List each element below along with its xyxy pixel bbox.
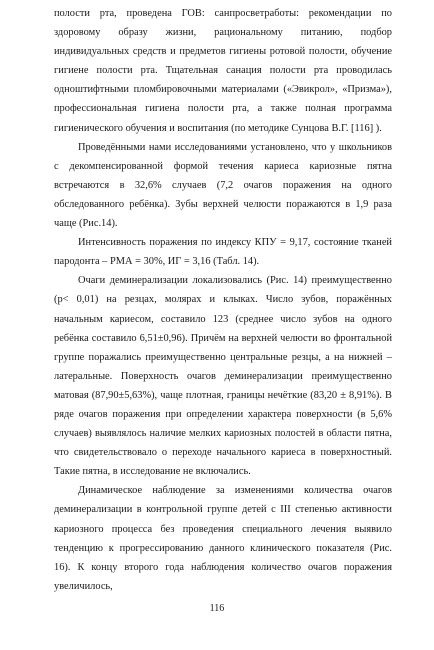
paragraph-hygiene-measures: полости рта, проведена ГОВ: санпросветработы: рекомендации по здоровому образу жизни, рациональному питанию, подбор индивидуальных средств и предметов гигиены ротовой полости, обучение гигиене полости рта. Тщательная санация полости рта проводилась одноштифтными пломбировочными материалами («Эвикрол», «Призма»), профессиональная гигиена полости рта, а также полная программа гигиенического обучения и воспитания (по методике Сунцова В.Г. [116] ). bbox=[54, 8, 392, 134]
body-text bbox=[54, 4, 392, 596]
page-number: 116 bbox=[209, 603, 225, 614]
paragraph-kpu-index: Интенсивность поражения по индексу КПУ = 9,17, состояние тканей пародонта – РМА = 30%, ИГ = 3,16 (Табл. 14). bbox=[54, 237, 392, 268]
paragraph-demineralization-sites: Очаги деминерализации локализовались (Рис. 14) преимущественно (р< 0,01) на резцах, молярах и клыках. Число зубов, поражённых начальным кариесом, составило 123 (среднее число зубов на одного ребёнка составило 6,51±0,96). Причём на верхней челюсти во фронтальной группе поражались преимущественно центральные резцы, а на нижней – латеральные. Поверхность очагов деминерализации преимущественно матовая (87,90±5,63%), чаще плотная, границы нечёткие (83,20 ± 8,91%). В ряде очагов поражения при определении характера поверхности (в 5,6% случаев) выявлялось наличие мелких кариозных полостей в области пятна, что свидетельствовало о переходе начального кариеса в поверхностный. Такие пятна, в исследование не включались. bbox=[54, 275, 392, 478]
paragraph-dynamic-observation: Динамическое наблюдение за изменениями количества очагов деминерализации в контрольной группе детей с III степенью активности кариозного процесса без проведения специального лечения выявило тенденцию к прогрессированию данного клинического показателя (Рис. 16). К концу второго года наблюдения количество очагов поражения увеличилось, bbox=[54, 485, 392, 592]
paragraph-research-findings: Проведёнными нами исследованиями установлено, что у школьников с декомпенсированной формой течения кариеса кариозные пятна встречаются в 32,6% случаев (7,2 очагов поражения на одного обследованного ребёнка). Зубы верхней челюсти поражаются в 1,9 раза чаще (Рис.14). bbox=[54, 141, 392, 230]
